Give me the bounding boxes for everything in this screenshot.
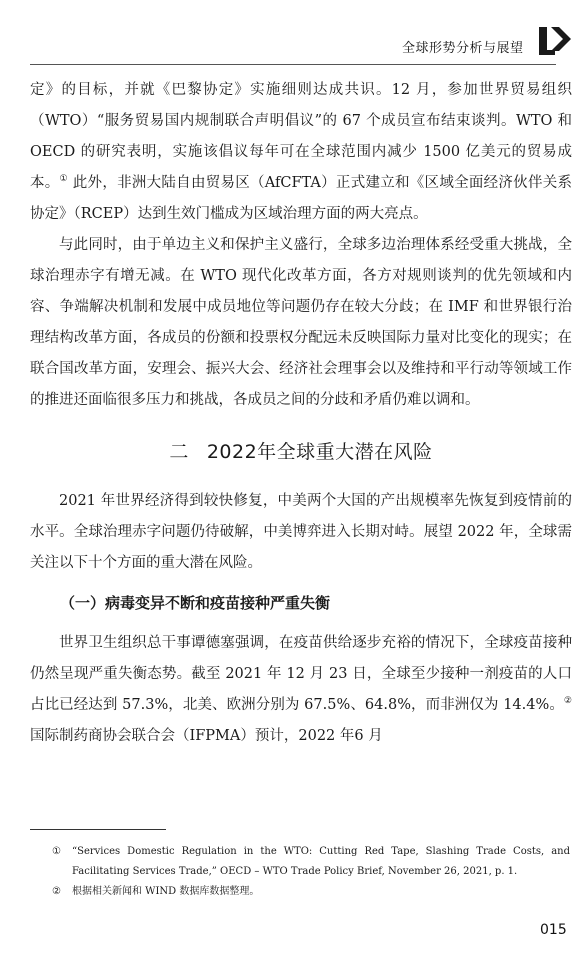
footnote-1 [30,842,570,882]
section-number: 二 [169,441,189,463]
footnote-mark: ② [52,886,61,897]
footnotes [30,842,570,902]
footnote-2 [30,882,570,902]
footnote-text: 根据相关新闻和 WIND 数据库数据整理。 [72,886,260,897]
paragraph: 与此同时，由于单边主义和保护主义盛行，全球多边治理体系经受重大挑战，全球治理赤字有增无减。在 WTO 现代化改革方面，各方对规则谈判的优先领域和内容、争端解决机制和发展中成员地位等问题仍存在较大分歧；在 IMF 和世界银行治理结构改革方面，各成员的份额和投票权分配远未反映国际力量对比变化的现实；在联合国改革方面，安理会、振兴大会、经济社会理事会以及维持和平行动等领域工作的推进还面临很多压力和挑战，各成员之间的分歧和矛盾仍难以调和。 [30,237,572,408]
footnote-ref-2: ② [563,696,572,707]
subsection-heading: （一）病毒变异不断和疫苗接种严重失衡 [60,594,331,612]
footnote-ref-1: ① [59,174,68,185]
section-heading [30,432,572,472]
footnote-text: “Services Domestic Regulation in the WTO: Cutting Red Tape, Slashing Trade Costs, and Facilitating Services Trade,” OECD – WTO Trade Policy Brief, November 26, 2021, p. 1. [72,846,570,877]
main-text [30,75,572,752]
paragraph-continued: 定》的目标，并就《巴黎协定》实施细则达成共识。12 月，参加世界贸易组织（WTO）“服务贸易国内规制联合声明倡议”的 67 个成员宣布结束谈判。WTO 和 OECD 的研究表明，实施该倡议每年可在全球范围内减少 1500 亿美元的贸易成本。① 此外，非洲大陆自由贸易区（AfCFTA）正式建立和《区域全面经济伙伴关系协定》（RCEP）达到生效门槛成为区域治理方面的两大亮点。 [30,82,572,222]
running-header-title: 全球形势分析与展望 [402,41,524,56]
chapter-mark-icon [537,24,575,58]
section-title: 2022年全球重大潜在风险 [206,441,433,463]
footnote-mark: ① [52,846,61,857]
paragraph: 世界卫生组织总干事谭德塞强调，在疫苗供给逐步充裕的情况下，全球疫苗接种仍然呈现严重失衡态势。截至 2021 年 12 月 23 日，全球至少接种一剂疫苗的人口占比已经达到 57.3%，北美、欧洲分别为 67.5%、64.8%，而非洲仅为 14.4%。② 国际制药商协会联合会（IFPMA）预计，2022 年6 月 [30,635,572,744]
footnote-divider [30,829,166,830]
page-number: 015 [540,922,567,938]
header-divider [30,64,556,65]
paragraph: 2021 年世界经济得到较快修复，中美两个大国的产出规模率先恢复到疫情前的水平。全球治理赤字问题仍待破解，中美博弈进入长期对峙。展望 2022 年，全球需关注以下十个方面的重大潜在风险。 [30,493,572,571]
